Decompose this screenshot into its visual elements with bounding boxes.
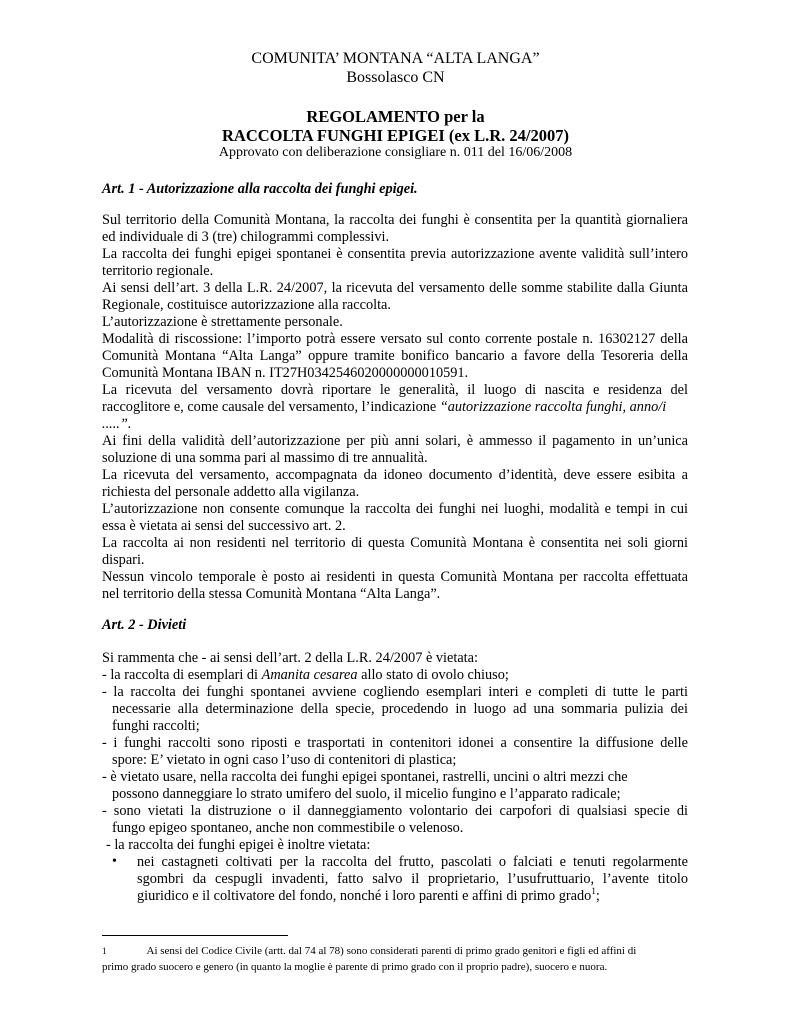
art1-line: essa è vietata ai sensi del successivo art. 2. xyxy=(102,518,346,534)
title-line-2: RACCOLTA FUNGHI EPIGEI (ex L.R. 24/2007) xyxy=(222,126,569,145)
footnote-text: Ai sensi del Codice Civile (artt. dal 74 al 78) sono considerati parenti di primo grado genitori e figli ed affini di xyxy=(146,945,637,957)
bullet-marker: • xyxy=(112,854,117,869)
art1-line: dispari. xyxy=(102,552,145,568)
art1-line: La ricevuta del versamento dovrà riportare le generalità, il luogo di nascita e residenza del xyxy=(102,382,688,398)
art2-line: fungo epigeo spontaneo, anche non commestibile o velenoso. xyxy=(112,820,464,836)
footnote-line xyxy=(102,944,688,959)
title-line-1: REGOLAMENTO per la xyxy=(306,107,485,126)
art2-line-text: allo stato di ovolo chiuso; xyxy=(361,667,509,683)
art1-line: Sul territorio della Comunità Montana, la raccolta dei funghi è consentita per la quantità giornaliera xyxy=(102,212,688,228)
art1-line: nel territorio della stessa Comunità Montana “Alta Langa”. xyxy=(102,586,441,602)
species-name: Amanita cesarea xyxy=(261,667,358,683)
bullet-line xyxy=(137,888,723,905)
bullet-line-text: giuridico e il coltivatore del fondo, nonché i loro parenti e affini di primo grado xyxy=(137,888,592,904)
art2-line-text: - la raccolta di esemplari di xyxy=(102,667,259,683)
art1-line: Comunità Montana IBAN n. IT27H0342546020000000010591. xyxy=(102,365,469,381)
art1-line: .....”. xyxy=(102,416,132,432)
art2-line: - la raccolta dei funghi spontanei avviene cogliendo esemplari interi e completi di tutte le parti xyxy=(102,684,688,700)
art2-line: possono danneggiare lo strato umifero del suolo, il micelio fungino e l’apparato radicale; xyxy=(112,786,621,802)
art2-line: Si rammenta che - ai sensi dell’art. 2 della L.R. 24/2007 è vietata: xyxy=(102,650,478,666)
art2-heading: Art. 2 - Divieti xyxy=(102,617,187,633)
art1-line: L’autorizzazione non consente comunque la raccolta dei funghi nei luoghi, modalità e tempi in cui xyxy=(102,501,688,517)
art2-line: - sono vietati la distruzione o il danneggiamento volontario dei carpofori di qualsiasi specie di xyxy=(102,803,688,819)
art2-line: - i funghi raccolti sono riposti e trasportati in contenitori idonei a consentire la diffusione delle xyxy=(102,735,688,751)
art2-line xyxy=(102,667,688,684)
footnote-number: 1 xyxy=(102,946,107,956)
art1-line: Comunità Montana “Alta Langa” oppure tramite bonifico bancario a favore della Tesoreria della xyxy=(102,348,688,364)
bullet-line: nei castagneti coltivati per la raccolta del frutto, pascolati o falciati e tenuti regolarmente xyxy=(137,854,688,870)
art1-line-text: raccoglitore e, come causale del versamento, l’indicazione xyxy=(102,399,437,415)
art1-line: soluzione di una somma pari al massimo di tre annualità. xyxy=(102,450,428,466)
organization-name: COMUNITA’ MONTANA “ALTA LANGA” xyxy=(251,50,540,67)
art1-line: richiesta del personale addetto alla vigilanza. xyxy=(102,484,360,500)
art1-line: La ricevuta del versamento, accompagnata da idoneo documento d’identità, deve essere esibita a xyxy=(102,467,688,483)
footnote-line: primo grado suocero e genero (in quanto la moglie è parente di primo grado con il proprio padre), suocero e nuora. xyxy=(102,961,608,973)
approval-note: Approvato con deliberazione consigliare n. 011 del 16/06/2008 xyxy=(218,145,573,160)
bullet-line: sgombri da cespugli invadenti, fatto salvo il proprietario, l’usufruttuario, l’avente titolo xyxy=(137,871,688,887)
footnote-reference[interactable]: 1 xyxy=(591,886,596,897)
art2-line: funghi raccolti; xyxy=(112,718,200,734)
art1-line: Ai sensi dell’art. 3 della L.R. 24/2007, la ricevuta del versamento delle somme stabilite dalla Giunta xyxy=(102,280,688,296)
art1-line: La raccolta ai non residenti nel territorio di questa Comunità Montana è consentita nei soli giorni xyxy=(102,535,688,551)
art1-line: Modalità di riscossione: l’importo potrà essere versato sul conto corrente postale n. 16302127 della xyxy=(102,331,688,347)
art1-line: Ai fini della validità dell’autorizzazione per più anni solari, è ammesso il pagamento in un’unica xyxy=(102,433,688,449)
art2-line: necessarie alla determinazione della specie, procedendo in luogo ad una sommaria pulizia dei xyxy=(112,701,688,717)
footnote-divider xyxy=(102,935,288,936)
art1-line: L’autorizzazione è strettamente personale. xyxy=(102,314,343,330)
art2-line: - la raccolta dei funghi epigei è inoltre vietata: xyxy=(106,837,371,853)
art1-line: Nessun vincolo temporale è posto ai residenti in questa Comunità Montana per raccolta effettuata xyxy=(102,569,688,585)
art1-line: ed individuale di 3 (tre) chilogrammi complessivi. xyxy=(102,229,390,245)
bullet-line-end: ; xyxy=(595,888,600,904)
art2-line: spore: E’ vietato in ogni caso l’uso di contenitori di plastica; xyxy=(112,752,457,768)
art1-line: Regionale, costituisce autorizzazione alla raccolta. xyxy=(102,297,391,313)
art1-line: territorio regionale. xyxy=(102,263,214,279)
art1-line: La raccolta dei funghi epigei spontanei è consentita previa autorizzazione avente validità sull’intero xyxy=(102,246,688,262)
art1-heading: Art. 1 - Autorizzazione alla raccolta dei funghi epigei. xyxy=(102,181,418,197)
art2-line: - è vietato usare, nella raccolta dei funghi epigei spontanei, rastrelli, uncini o altri mezzi che xyxy=(102,769,628,785)
organization-place: Bossolasco CN xyxy=(346,69,445,86)
payment-reason: “autorizzazione raccolta funghi, anno/i xyxy=(439,399,667,415)
art1-line xyxy=(102,399,688,416)
